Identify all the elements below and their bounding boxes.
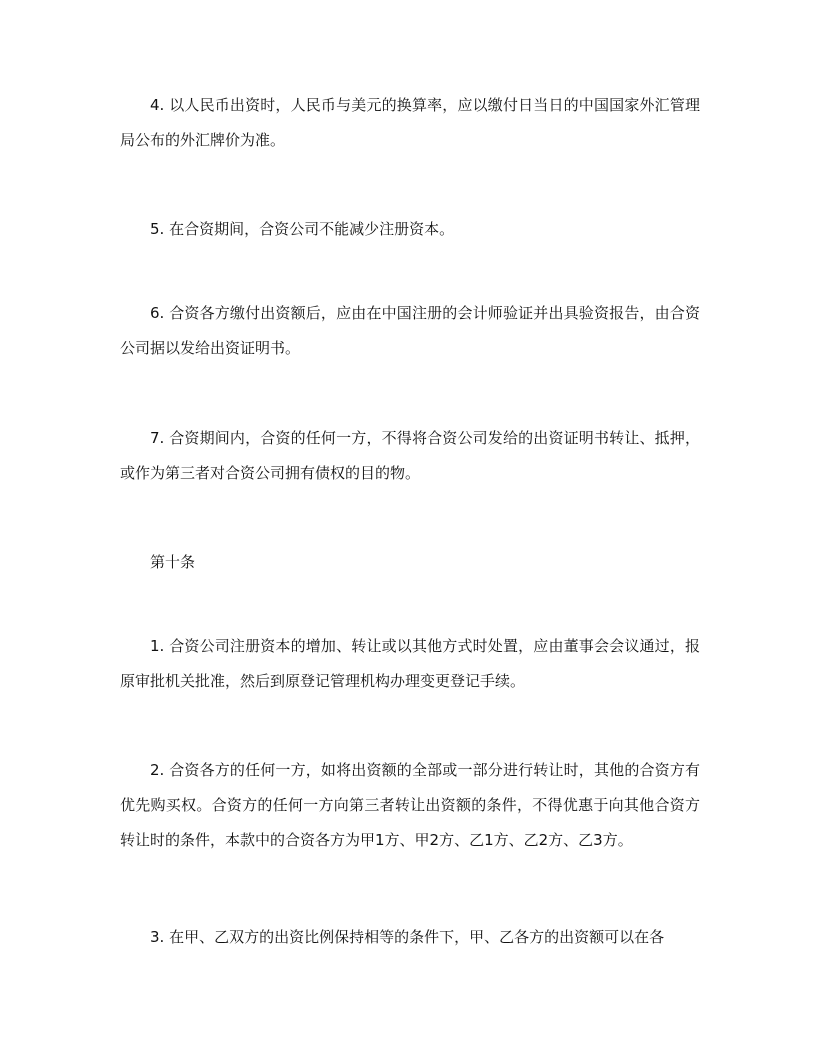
paragraph-4: 4. 以人民币出资时，人民币与美元的换算率，应以缴付日当日的中国国家外汇管理局公布的外汇牌价为准。 (120, 96, 700, 149)
paragraph-6: 6. 合资各方缴付出资额后，应由在中国注册的会计师验证并出具验资报告，由合资公司据以发给出资证明书。 (120, 304, 700, 357)
paragraph-7: 7. 合资期间内，合资的任何一方，不得将合资公司发给的出资证明书转让、抵押，或作为第三者对合资公司拥有债权的目的物。 (120, 429, 700, 482)
article-heading: 第十条 (150, 553, 196, 571)
article-paragraph-2: 2. 合资各方的任何一方，如将出资额的全部或一部分进行转让时，其他的合资方有优先购买权。合资方的任何一方向第三者转让出资额的条件，不得优惠于向其他合资方转让时的条件，本款中的合资各方为甲1方、甲2方、乙1方、乙2方、乙3方。 (120, 761, 700, 849)
article-paragraph-1: 1. 合资公司注册资本的增加、转让或以其他方式时处置，应由董事会会议通过，报原审批机关批准，然后到原登记管理机构办理变更登记手续。 (120, 637, 700, 690)
paragraph-5: 5. 在合资期间，合资公司不能减少注册资本。 (150, 220, 455, 238)
article-paragraph-3: 3. 在甲、乙双方的出资比例保持相等的条件下，甲、乙各方的出资额可以在各 (150, 928, 665, 946)
